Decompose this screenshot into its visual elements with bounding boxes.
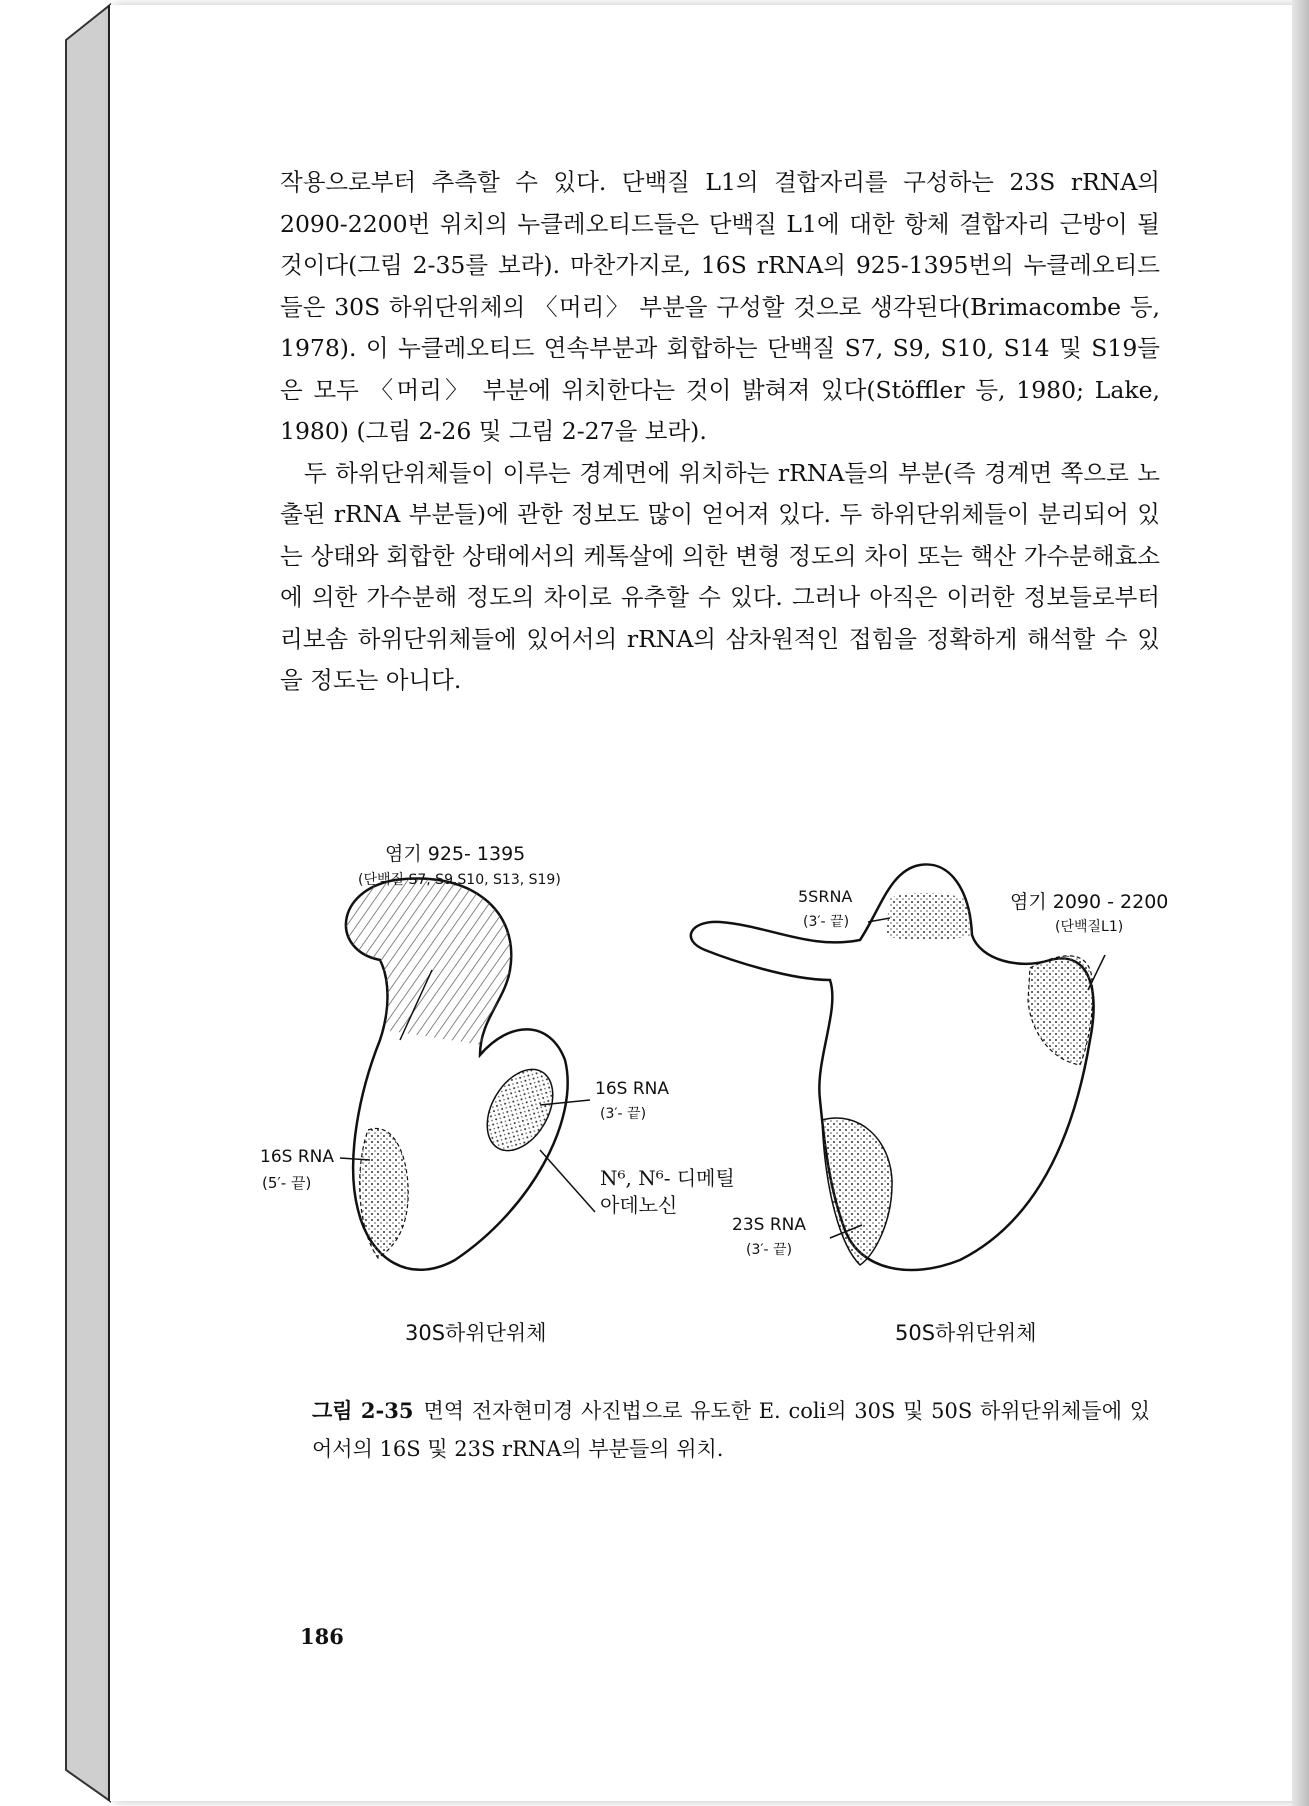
base-2090-2200-sub: (단백질L1) — [1055, 919, 1124, 935]
subunit-30s-diagram — [260, 843, 735, 1345]
book-spine — [0, 0, 112, 1806]
page-number: 186 — [300, 1624, 344, 1649]
top-label-line1: 염기 925- 1395 — [385, 843, 526, 865]
figure-caption — [312, 1392, 1150, 1468]
body-text — [280, 162, 1160, 702]
dimethyl-sub: 아데노신 — [600, 1193, 678, 1217]
paragraph: 두 하위단위체들이 이루는 경계면에 위치하는 rRNA들의 부분(즉 경계면 쪽으로 노출된 rRNA 부분들)에 관한 정보도 많이 얻어져 있다. 두 하위단위체들이 분리되어 있는 상태와 회합한 상태에서의 케톡살에 의한 변형 정도의 차이 또는 핵산 가수분해효소에 의한 가수분해 정도의 차이로 유추할 수 있다. 그러나 아직은 이러한 정보들로부터 리보솜 하위단위체들에 있어서의 rRNA의 삼차원적인 접힘을 정확하게 해석할 수 있을 정도는 아니다. — [280, 458, 1160, 694]
caption-text: 면역 전자현미경 사진법으로 유도한 E. coli의 30S 및 50S 하위단위체들에 있어서의 16S 및 23S rRNA의 부분들의 위치. — [312, 1399, 1150, 1461]
rna5s-label: 5SRNA — [798, 887, 853, 906]
subunit-30s-label: 30S하위단위체 — [405, 1321, 547, 1345]
rna23s-sub: (3′- 끝) — [746, 1242, 793, 1258]
rna16s-5end-label: 16S RNA — [260, 1147, 334, 1167]
caption-label: 그림 2-35 — [312, 1398, 414, 1423]
page-edge-shadow — [1292, 0, 1309, 1806]
top-label-line2: (단백질 S7, S9,S10, S13, S19) — [358, 872, 561, 888]
base-2090-2200-region — [1028, 956, 1093, 1065]
paragraph: 작용으로부터 추측할 수 있다. 단백질 L1의 결합자리를 구성하는 23S rRNA의 2090-2200번 위치의 누클레오티드들은 단백질 L1에 대한 항체 결합자리 근방이 될 것이다(그림 2-35를 보라). 마찬가지로, 16S rRNA의 925-1395번의 누클레오티드들은 30S 하위단위체의 〈머리〉 부분을 구성할 것으로 생각된다(Brimacombe 등, 1978). 이 누클레오티드 연속부분과 회합하는 단백질 S7, S9, S10, S14 및 S19들은 모두 〈머리〉 부분에 위치한다는 것이 밝혀져 있다(Stöffler 등, 1980; Lake, 1980) (그림 2-26 및 그림 2-27을 보라). — [280, 168, 1160, 445]
rna16s-5end-region — [360, 1128, 408, 1258]
subunit-50s-label: 50S하위단위체 — [895, 1321, 1037, 1345]
base-2090-2200-label: 염기 2090 - 2200 — [1010, 891, 1169, 913]
subunit-50s-diagram — [691, 864, 1169, 1345]
head-region — [346, 878, 511, 1045]
rna16s-5end-sub: (5′- 끝) — [262, 1174, 312, 1192]
rna23s-region — [822, 1118, 892, 1265]
rna16s-3end-label: 16S RNA — [595, 1079, 669, 1099]
rna5s-region — [886, 893, 972, 940]
rna16s-3end-sub: (3′- 끝) — [600, 1106, 647, 1122]
rna23s-label: 23S RNA — [732, 1215, 806, 1235]
dimethyl-label: N⁶, N⁶- 디메틸 — [600, 1166, 735, 1190]
ribosome-figure — [250, 840, 1190, 1360]
rna5s-sub: (3′- 끝) — [803, 914, 850, 930]
